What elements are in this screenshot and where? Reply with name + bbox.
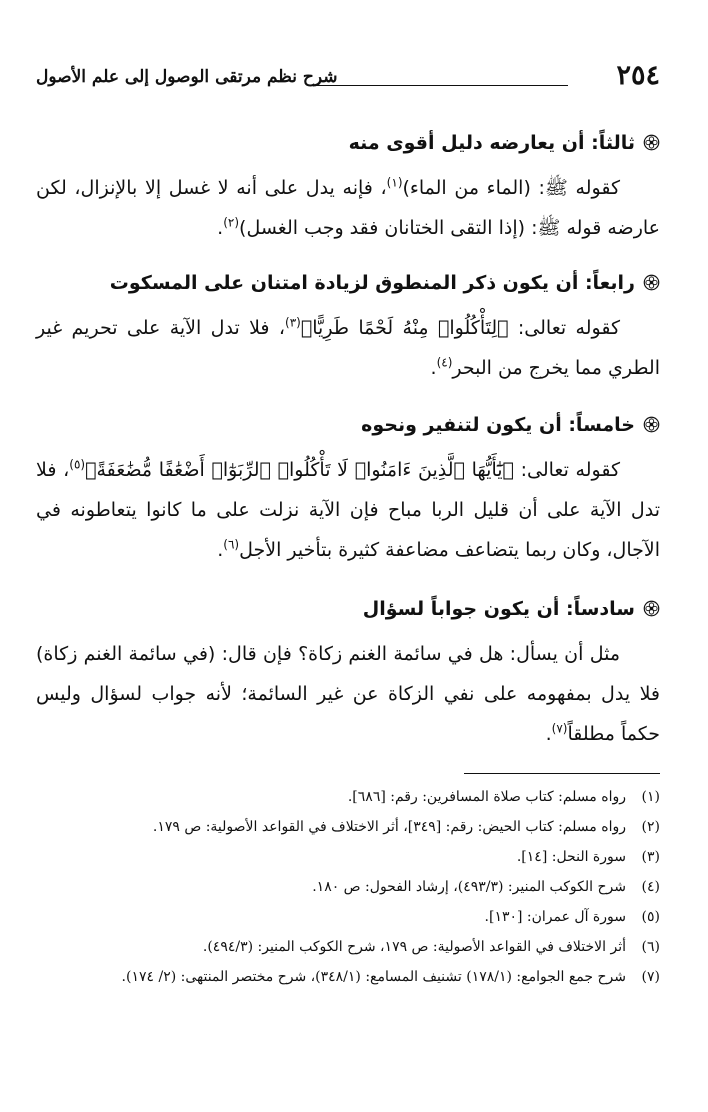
footnote-item	[36, 902, 660, 932]
footnote-reference: (٧)	[551, 721, 568, 736]
footnote-number: (٣)	[641, 849, 660, 865]
section-heading	[36, 266, 660, 300]
footnote-item	[36, 932, 660, 962]
footnote-number: (٢)	[641, 819, 660, 835]
flower-icon	[643, 600, 660, 617]
footnote-number: (٦)	[641, 939, 660, 955]
section-paragraph	[36, 634, 660, 754]
footnote-item	[36, 812, 660, 842]
paragraph-end: .	[217, 539, 224, 561]
footnote-number: (٧)	[641, 969, 660, 985]
flower-icon	[643, 134, 660, 151]
footnote-number: (١)	[641, 789, 660, 805]
paragraph-text: ، فإنه يدل على أنه لا غسل إلا بالإنزال، لكن عارضه قوله ﷺ: (إذا التقى الختانان فقد وجب الغسل)	[36, 177, 660, 239]
section-fourth	[36, 266, 660, 388]
footnote-text: رواه مسلم: كتاب الحيض: رقم: [٣٤٩]، أثر الاختلاف في القواعد الأصولية: ص ١٧٩.	[152, 819, 626, 835]
footnote-number: (٤)	[641, 879, 660, 895]
section-heading	[36, 126, 660, 160]
footnote-text: شرح جمع الجوامع: (١٧٨/١) تشنيف المسامع: (٣٤٨/١)، شرح مختصر المنتهى: (٢/ ١٧٤).	[121, 969, 626, 985]
section-paragraph	[36, 168, 660, 248]
paragraph-text: كقوله ﷺ: (الماء من الماء)	[402, 177, 620, 199]
section-heading-text: خامساً: أن يكون لتنفير ونحوه	[361, 414, 635, 436]
section-heading-text: سادساً: أن يكون جواباً لسؤال	[362, 598, 635, 620]
paragraph-text: ، فلا تدل الآية على تحريم غير الطري مما يخرج من البحر	[36, 317, 660, 379]
footnote-item	[36, 872, 660, 902]
footnotes	[36, 782, 660, 992]
section-paragraph	[36, 450, 660, 570]
section-heading	[36, 592, 660, 626]
footnote-text: سورة آل عمران: [١٣٠].	[484, 909, 626, 925]
footnote-reference: (٢)	[223, 215, 240, 230]
footnote-reference: (٥)	[69, 457, 86, 472]
flower-icon	[643, 274, 660, 291]
section-heading-text: ثالثاً: أن يعارضه دليل أقوى منه	[348, 132, 635, 154]
paragraph-text: كقوله تعالى: ﴿لِتَأْكُلُوا۟ مِنْهُ لَحْمًا طَرِيًّا﴾	[300, 317, 620, 339]
section-third	[36, 126, 660, 248]
paragraph-end: .	[430, 357, 437, 379]
section-heading	[36, 408, 660, 442]
section-heading-text: رابعاً: أن يكون ذكر المنطوق لزيادة امتنان على المسكوت	[109, 272, 635, 294]
footnote-item	[36, 962, 660, 992]
footnote-text: رواه مسلم: كتاب صلاة المسافرين: رقم: [٦٨٦].	[347, 789, 626, 805]
running-header	[36, 60, 660, 98]
footnote-reference: (٣)	[285, 315, 301, 330]
footnote-number: (٥)	[641, 909, 660, 925]
page-number: ٢٥٤	[616, 60, 660, 91]
footnote-reference: (٦)	[223, 537, 240, 552]
section-sixth	[36, 592, 660, 754]
flower-icon	[643, 416, 660, 433]
footnote-text: شرح الكوكب المنير: (٤٩٣/٣)، إرشاد الفحول: ص ١٨٠.	[312, 879, 626, 895]
paragraph-text: ، فلا تدل الآية على أن قليل الربا مباح فإن الآية نزلت على ما كانوا يتعاطونه في الآجال، وكان ربما يتضاعف مضاعفة كثيرة بتأخير الأجل	[36, 459, 660, 561]
footnote-item	[36, 782, 660, 812]
section-fifth	[36, 408, 660, 570]
footnote-reference: (٤)	[436, 355, 453, 370]
footnote-reference: (١)	[386, 175, 403, 190]
paragraph-end: .	[545, 723, 552, 745]
footnote-text: سورة النحل: [١٤].	[516, 849, 626, 865]
running-title: شرح نظم مرتقى الوصول إلى علم الأصول	[36, 67, 338, 87]
paragraph-text: كقوله تعالى: ﴿يَٰٓأَيُّهَا ٱلَّذِينَ ءَامَنُوا۟ لَا تَأْكُلُوا۟ ٱلرِّبَوٰٓا۟ أَضْعَٰفًا مُّضَٰعَفَةً﴾	[85, 459, 621, 481]
paragraph-end: .	[217, 217, 224, 239]
paragraph-text: مثل أن يسأل: هل في سائمة الغنم زكاة؟ فإن قال: (في سائمة الغنم زكاة) فلا يدل بمفهومه على نفي الزكاة عن غير السائمة؛ لأنه جواب لسؤال وليس حكماً مطلقاً	[36, 643, 660, 745]
footnote-separator	[464, 773, 660, 774]
header-rule	[308, 85, 568, 86]
footnote-text: أثر الاختلاف في القواعد الأصولية: ص ١٧٩، شرح الكوكب المنير: (٤٩٤/٣).	[202, 939, 626, 955]
footnote-item	[36, 842, 660, 872]
section-paragraph	[36, 308, 660, 388]
